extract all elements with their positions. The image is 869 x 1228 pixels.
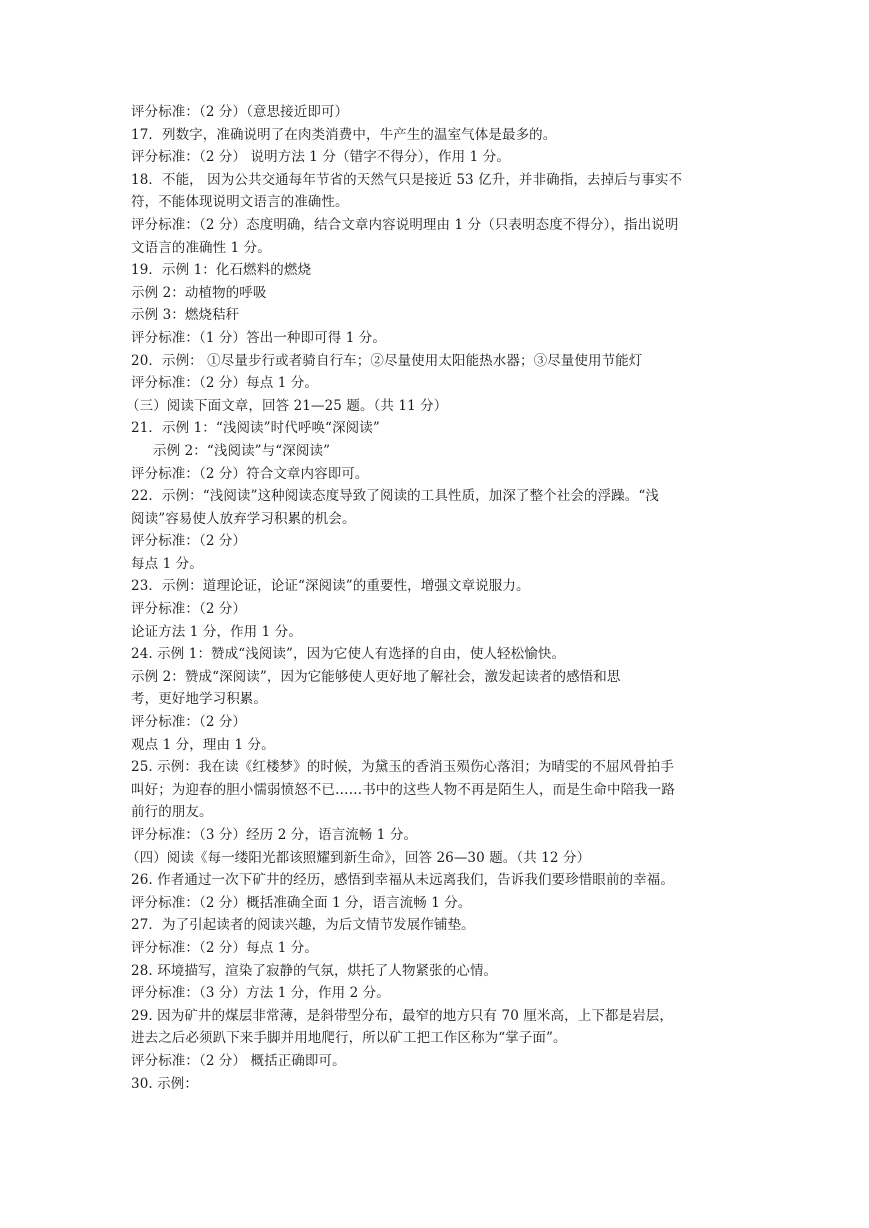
text-line: 评分标准：（2 分）（意思接近即可） bbox=[131, 104, 349, 120]
text-line: 示例 2：“浅阅读”与“深阅读” bbox=[153, 442, 331, 459]
text-line: 评分标准：（3 分）经历 2 分，语言流畅 1 分。 bbox=[131, 827, 418, 843]
section-heading: （三）阅读下面文章，回答 21—25 题。（共 11 分） bbox=[126, 397, 448, 414]
text-line: 论证方法 1 分，作用 1 分。 bbox=[131, 623, 302, 640]
text-line: 21．示例 1：“浅阅读”时代呼唤“深阅读” bbox=[131, 420, 380, 437]
text-line: 示例 3：燃烧秸秆 bbox=[131, 307, 240, 324]
text-line: 23．示例：道理论证，论证“深阅读”的重要性，增强文章说服力。 bbox=[131, 578, 530, 595]
answer-key-text bbox=[126, 101, 741, 1095]
text-line: 评分标准：（2 分） bbox=[131, 601, 247, 618]
text-line: 18．不能， 因为公共交通每年节省的天然气只是接近 53 亿升，并非确指，去掉后与事实不 bbox=[131, 171, 683, 188]
text-line: 符，不能体现说明文语言的准确性。 bbox=[131, 194, 349, 211]
text-line: 评分标准：（2 分） bbox=[131, 714, 247, 731]
text-line: 19．示例 1：化石燃料的燃烧 bbox=[131, 262, 312, 279]
text-line: 评分标准：（2 分） 说明方法 1 分（错字不得分），作用 1 分。 bbox=[131, 149, 510, 166]
text-line: 28. 环境描写，渲染了寂静的气氛，烘托了人物紧张的心情。 bbox=[131, 962, 498, 979]
text-line: 评分标准：（2 分） 概括正确即可。 bbox=[131, 1052, 346, 1069]
text-line: 评分标准：（2 分）每点 1 分。 bbox=[131, 939, 319, 956]
text-line: 每点 1 分。 bbox=[131, 555, 203, 572]
text-line: 阅读”容易使人放弃学习积累的机会。 bbox=[131, 510, 356, 527]
text-line: 评分标准：（1 分）答出一种即可得 1 分。 bbox=[131, 329, 387, 346]
text-line: 17．列数字，准确说明了在肉类消费中，牛产生的温室气体是最多的。 bbox=[131, 126, 557, 143]
text-line: 24. 示例 1：赞成“浅阅读”，因为它使人有选择的自由，使人轻松愉快。 bbox=[131, 646, 566, 663]
text-line: 观点 1 分，理由 1 分。 bbox=[131, 736, 275, 753]
text-line: 进去之后必须趴下来手脚并用地爬行，所以矿工把工作区称为“掌子面”。 bbox=[131, 1030, 567, 1047]
text-line: 评分标准：（2 分）概括准确全面 1 分，语言流畅 1 分。 bbox=[131, 894, 472, 911]
text-line: 示例 2：动植物的呼吸 bbox=[131, 284, 267, 301]
text-line: 评分标准：（2 分）态度明确，结合文章内容说明理由 1 分（只表明态度不得分），指出说明 bbox=[131, 216, 679, 233]
section-heading: （四）阅读《每一缕阳光都该照耀到新生命》，回答 26—30 题。（共 12 分） bbox=[126, 849, 591, 866]
text-line: 示例 2：赞成“深阅读”，因为它能够使人更好地了解社会，激发起读者的感悟和思 bbox=[131, 668, 621, 685]
text-line: 27．为了引起读者的阅读兴趣，为后文情节发展作铺垫。 bbox=[131, 917, 475, 934]
text-line: 评分标准：（2 分） bbox=[131, 533, 247, 550]
text-line: 30. 示例： bbox=[131, 1075, 198, 1092]
text-line: 文语言的准确性 1 分。 bbox=[131, 239, 271, 256]
text-line: 考，更好地学习积累。 bbox=[131, 691, 267, 708]
text-line: 25. 示例：我在读《红楼梦》的时候，为黛玉的香消玉殒伤心落泪；为晴雯的不屈风骨拍手 bbox=[131, 759, 674, 776]
text-line: 评分标准：（2 分）每点 1 分。 bbox=[131, 375, 319, 392]
text-line: 评分标准：（2 分）符合文章内容即可。 bbox=[131, 465, 369, 482]
text-line: 22．示例：“浅阅读”这种阅读态度导致了阅读的工具性质，加深了整个社会的浮躁。“浅 bbox=[131, 488, 659, 505]
text-line: 29. 因为矿井的煤层非常薄，是斜带型分布，最窄的地方只有 70 厘米高，上下都是岩层， bbox=[131, 1007, 673, 1024]
text-line: 评分标准：（3 分）方法 1 分，作用 2 分。 bbox=[131, 985, 390, 1002]
text-line: 20．示例： ①尽量步行或者骑自行车；②尽量使用太阳能热水器；③尽量使用节能灯 bbox=[131, 352, 643, 369]
text-line: 叫好；为迎春的胆小懦弱愤怒不已……书中的这些人物不再是陌生人，而是生命中陪我一路 bbox=[131, 781, 675, 798]
text-line: 26. 作者通过一次下矿井的经历，感悟到幸福从未远离我们，告诉我们要珍惜眼前的幸福。 bbox=[131, 872, 674, 889]
text-line: 前行的朋友。 bbox=[131, 804, 213, 821]
